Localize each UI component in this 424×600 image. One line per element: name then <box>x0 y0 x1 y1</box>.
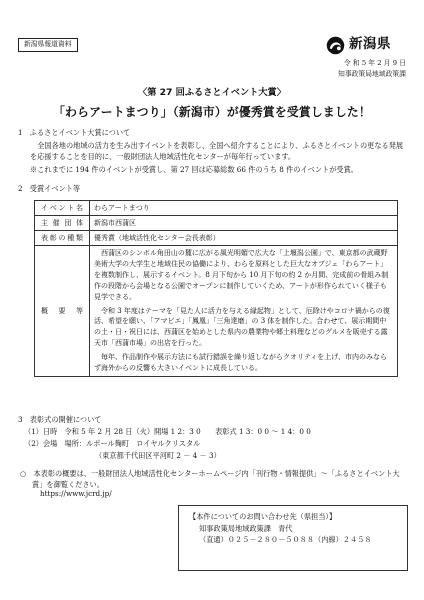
contact-phone: （直通）０２５－２８０－５０８８（内線）２４５８ <box>199 535 372 545</box>
overview-paragraph: 令和 3 年度はテーマを「見た人に活力を与える縁起物」として、厄除けやコロナ禍からの復活、希望を願い、「アマビエ」「鳳凰」「三角達磨」の 3 体を制作した。合わせて、展示期間中の土・日・祝日には、西蒲区を始めとした県内の農業物や郷土料理などのグルメを販売する露天市「西蒲市場」の出店を行った。 <box>94 306 390 348</box>
award-type: 優秀賞（地域活性化センター会長表彰） <box>94 234 220 243</box>
table-value <box>90 231 398 246</box>
section2-heading: 2 受賞イベント等 <box>18 184 81 193</box>
section3-heading: 3 表彰式の開催について <box>18 415 102 424</box>
section1-note: ※これまでに 194 件のイベントが受賞し、第 27 回は応募総数 66 件のうち 8 件のイベントが受賞。 <box>30 165 358 174</box>
table-key: 表彰の種類 <box>35 231 90 246</box>
award-event-table <box>34 200 398 377</box>
ceremony-datetime: （1）日時 令和 5 年 2 月 28 日（火）開場 1 2：3 0 表彰式 1 3：0 0 ～ 1 4：0 0 <box>24 427 311 436</box>
table-row <box>35 216 398 231</box>
event-name: わらアートまつり <box>94 204 150 212</box>
overview-paragraph: 西蒲区のシンボル角田山の麓に広がる風光明媚で広大な「上堰潟公園」で、東京都の武蔵野美術大学の大学生と地域住民の協働により、わらを原料とした巨大なオブジェ「わらアート」を複数制作し、展示するイベント。8 月下旬から 10 月下旬の約 2 か月間、完成前の骨組み制作の段階から会場となる公園でオープンに制作していくため、アートが形作られていく様子も見学できる。 <box>94 249 389 301</box>
overview-paragraph: 毎年、作品制作や展示方法にも試行錯誤を繰り返しながらクオリティを上げ、市内のみならず海外からの反響も大きいイベントに成長している。 <box>94 353 388 372</box>
table-row <box>35 201 398 216</box>
table-row <box>35 231 398 246</box>
table-key: イベント名 <box>35 201 90 216</box>
table-value <box>90 216 398 231</box>
table-value <box>90 246 398 376</box>
ceremony-address: （東京都千代田区平河町 2 － 4 － 3） <box>95 451 221 460</box>
date-block <box>338 58 406 79</box>
organizer: 新潟市西蒲区 <box>94 219 136 228</box>
logo-text: 新潟県 <box>349 36 391 53</box>
prefecture-logo <box>326 34 406 56</box>
headline-subtitle: 〈第 27 回ふるさとイベント大賞〉 <box>138 87 286 98</box>
contact-department: 知事政策局地域政策課 青代 <box>199 523 293 533</box>
section1-heading: 1 ふるさとイベント大賞について <box>18 128 131 137</box>
issuing-department: 知事政策局地域政策課 <box>338 69 406 78</box>
niigata-prefecture-emblem-icon <box>326 36 345 55</box>
website-link[interactable]: https://www.jcrd.jp/ <box>40 489 112 498</box>
contact-box <box>178 505 408 571</box>
headline-title: 「わらアートまつり」（新潟市）が優秀賞を受賞しました！ <box>53 105 371 119</box>
ceremony-venue: （2）会場 場所：ルポール麹町 ロイヤルクリスタル <box>24 439 201 448</box>
table-key: 概 要 等 <box>35 246 90 376</box>
issue-date: 令 和 5 年 2 月 9 日 <box>343 59 406 67</box>
contact-title: 【本件についてのお問い合わせ先（県担当）】 <box>189 512 337 521</box>
note-text: ○ 本表彰の概要は、一般財団法人地域活性化センターホームページ内「刊行物・情報提供」～「ふるさとイベント大賞」を御覧ください。 <box>20 469 400 490</box>
table-row <box>35 246 398 376</box>
section1-paragraph: 全国各地の地域の活力を生み出すイベントを表彰し、全国へ紹介することにより、ふるさとイベントの更なる発展を応援することを目的に、一般財団法人地域活性化センターが毎年行っています。 <box>30 141 404 162</box>
press-release-label: 新潟県報道資料 <box>18 38 78 52</box>
table-key: 主催団体 <box>35 216 90 231</box>
table-value <box>90 201 398 216</box>
